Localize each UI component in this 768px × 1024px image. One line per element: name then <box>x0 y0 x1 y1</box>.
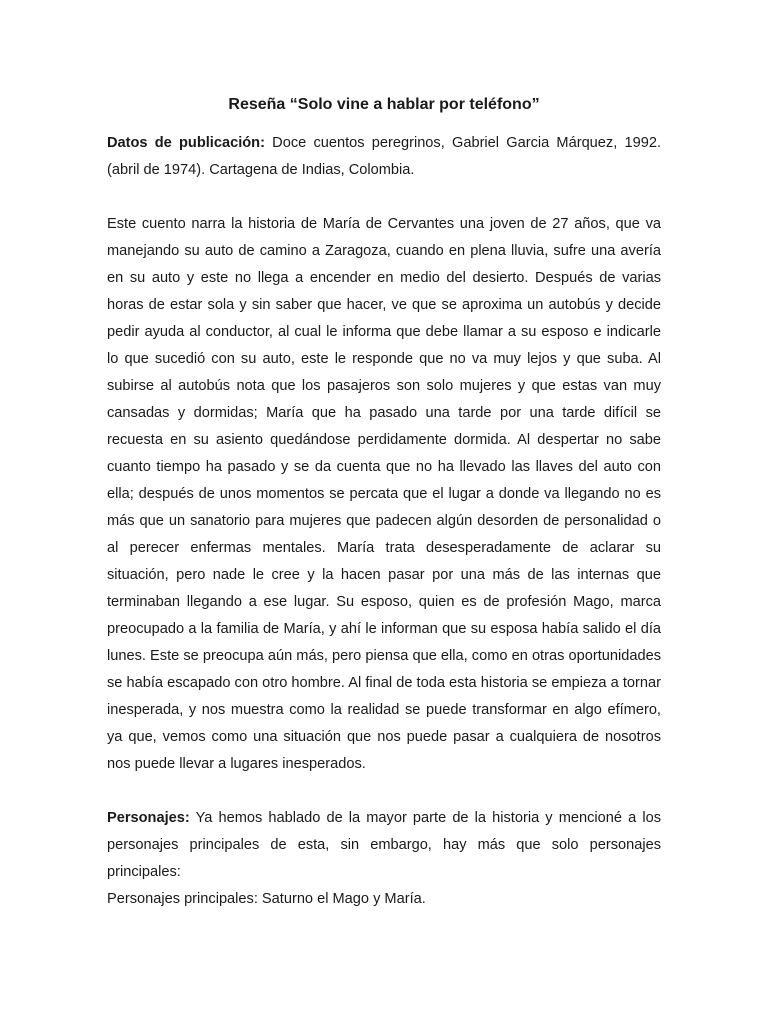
summary-paragraph: Este cuento narra la historia de María de Cervantes una joven de 27 años, que va manejando su auto de camino a Zaragoza, cuando en plena lluvia, sufre una avería en su auto y este no llega a encender en medio del desierto. Después de varias horas de estar sola y sin saber que hacer, ve que se aproxima un autobús y decide pedir ayuda al conductor, al cual le informa que debe llamar a su esposo e indicarle lo que sucedió con su auto, este le responde que no va muy lejos y que suba. Al subirse al autobús nota que los pasajeros son solo mujeres y que estas van muy cansadas y dormidas; María que ha pasado una tarde por una tarde difícil se recuesta en su asiento quedándose perdidamente dormida. Al despertar no sabe cuanto tiempo ha pasado y se da cuenta que no ha llevado las llaves del auto con ella; después de unos momentos se percata que el lugar a donde va llegando no es más que un sanatorio para mujeres que padecen algún desorden de personalidad o al perecer enfermas mentales. María trata desesperadamente de aclarar su situación, pero nade le cree y la hacen pasar por una más de las internas que terminaban llegando a ese lugar. Su esposo, quien es de profesión Mago, marca preocupado a la familia de María, y ahí le informan que su esposa había salido el día lunes. Este se preocupa aún más, pero piensa que ella, como en otras oportunidades se había escapado con otro hombre. Al final de toda esta historia se empieza a tornar inesperada, y nos muestra como la realidad se puede transformar en algo efímero, ya que, vemos como una situación que nos puede pasar a cualquiera de nosotros nos puede llevar a lugares inesperados. <box>107 216 661 772</box>
characters-paragraph <box>107 805 661 886</box>
publication-label: Datos de publicación: <box>107 135 265 151</box>
document-page <box>107 92 661 913</box>
document-title: Reseña “Solo vine a hablar por teléfono” <box>228 96 540 113</box>
characters-text: Ya hemos hablado de la mayor parte de la historia y mencioné a los personajes principales de esta, sin embargo, hay más que solo personajes principales: <box>107 810 661 880</box>
paragraph-gap <box>107 184 661 211</box>
characters-label: Personajes: <box>107 810 190 826</box>
paragraph-gap <box>107 778 661 805</box>
publication-paragraph <box>107 130 661 184</box>
main-characters-line: Personajes principales: Saturno el Mago y María. <box>107 891 426 907</box>
publication-text: Doce cuentos peregrinos, Gabriel Garcia Márquez, 1992. (abril de 1974). Cartagena de Indias, Colombia. <box>107 135 661 178</box>
